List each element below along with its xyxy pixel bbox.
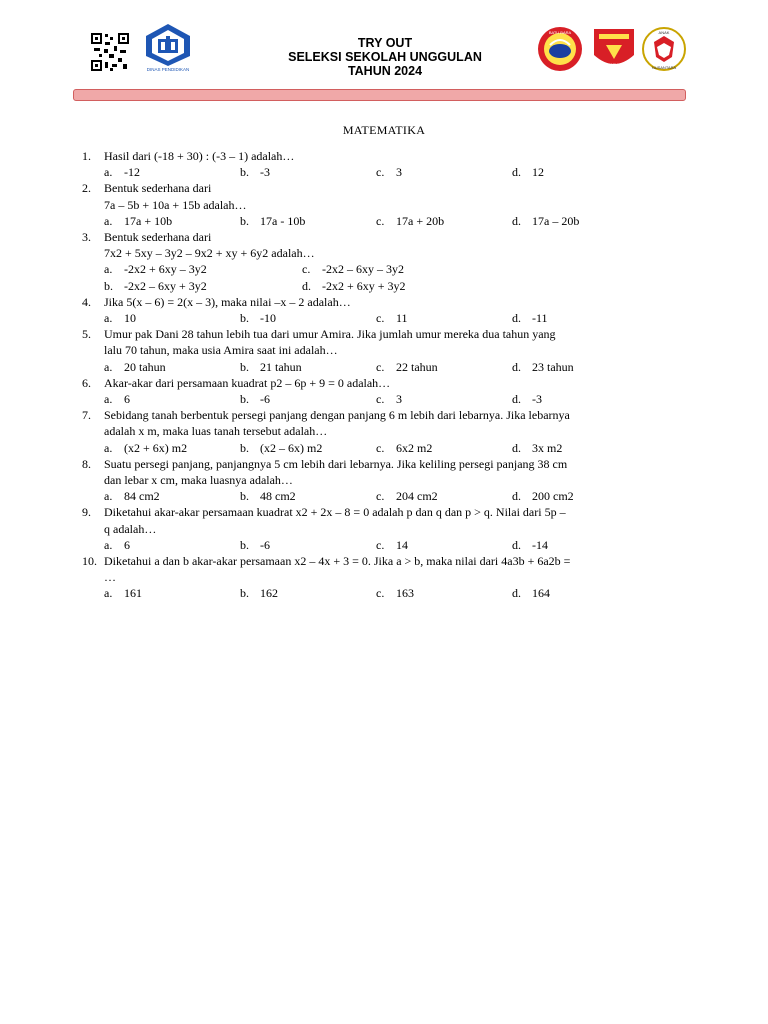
- question-number: 10.: [82, 554, 97, 569]
- answer-options: [104, 213, 690, 229]
- option-c[interactable]: [376, 213, 512, 229]
- satya-logo-icon: [594, 29, 634, 67]
- question-text: …: [104, 570, 116, 585]
- option-letter: b.: [240, 311, 249, 326]
- question-text: 7x2 + 5xy – 3y2 – 9x2 + xy + 6y2 adalah…: [104, 246, 315, 261]
- option-letter: b.: [240, 489, 249, 504]
- option-text: 84 cm2: [124, 489, 160, 504]
- option-text: -6: [260, 392, 270, 407]
- option-c[interactable]: [376, 585, 512, 601]
- answer-options: [104, 359, 690, 375]
- answer-options: [104, 537, 690, 553]
- option-d[interactable]: [512, 585, 648, 601]
- option-letter: d.: [512, 392, 521, 407]
- question-text: lalu 70 tahun, maka usia Amira saat ini adalah…: [104, 343, 338, 358]
- question-number: 9.: [82, 505, 91, 520]
- answer-options: [104, 440, 690, 456]
- option-text: -14: [532, 537, 548, 552]
- question-number: 8.: [82, 456, 91, 471]
- option-c[interactable]: [376, 440, 512, 456]
- option-b[interactable]: [240, 310, 376, 326]
- option-text: 22 tahun: [396, 359, 438, 374]
- option-a[interactable]: [104, 488, 240, 504]
- option-letter: a.: [104, 165, 113, 180]
- document-header: [0, 0, 768, 110]
- option-text: (x2 + 6x) m2: [124, 440, 188, 455]
- option-b[interactable]: [240, 537, 376, 553]
- option-text: -2x2 + 6xy – 3y2: [124, 262, 207, 277]
- title-line-3: TAHUN 2024: [347, 64, 423, 78]
- option-a[interactable]: [104, 213, 240, 229]
- option-letter: b.: [240, 213, 249, 228]
- option-letter: b.: [240, 537, 249, 552]
- option-text: 161: [124, 586, 142, 601]
- title-line-1: TRY OUT: [357, 36, 413, 50]
- question-number: 4.: [82, 294, 91, 309]
- question-text: Bentuk sederhana dari: [104, 230, 212, 245]
- question-text: Akar-akar dari persamaan kuadrat p2 – 6p + 9 = 0 adalah…: [104, 375, 391, 390]
- option-text: 6: [124, 537, 130, 552]
- option-letter: d.: [512, 359, 521, 374]
- option-letter: d.: [512, 213, 521, 228]
- option-text: -3: [260, 165, 270, 180]
- option-d[interactable]: [512, 310, 648, 326]
- option-text: 17a + 20b: [396, 213, 445, 228]
- anak-nusantara-logo-icon: [643, 28, 685, 70]
- option-d[interactable]: [512, 537, 648, 553]
- option-text: 17a - 10b: [260, 213, 306, 228]
- option-d[interactable]: [512, 164, 648, 180]
- option-letter: d.: [512, 489, 521, 504]
- option-text: 10: [124, 311, 136, 326]
- option-b[interactable]: [240, 164, 376, 180]
- option-letter: d.: [512, 537, 521, 552]
- option-letter: a.: [104, 440, 113, 455]
- option-text: 14: [396, 537, 408, 552]
- option-letter: c.: [376, 440, 385, 455]
- option-d[interactable]: [512, 359, 648, 375]
- answer-options: [104, 310, 690, 326]
- batubara-logo-icon: [538, 27, 582, 71]
- svg-text:SATYA: SATYA: [607, 62, 621, 67]
- option-letter: a.: [104, 537, 113, 552]
- option-letter: b.: [240, 392, 249, 407]
- question-number: 3.: [82, 230, 91, 245]
- option-text: 48 cm2: [260, 489, 296, 504]
- option-letter: b.: [240, 586, 249, 601]
- question-10: [82, 553, 690, 602]
- option-c[interactable]: [376, 391, 512, 407]
- question-text: q adalah…: [104, 521, 157, 536]
- option-c[interactable]: [376, 488, 512, 504]
- answer-options: [104, 585, 690, 601]
- option-text: 162: [260, 586, 278, 601]
- question-text: Diketahui akar-akar persamaan kuadrat x2 + 2x – 8 = 0 adalah p dan q dan p > q. Nilai dari 5p –: [104, 505, 566, 520]
- option-text: (x2 – 6x) m2: [260, 440, 323, 455]
- option-letter: d.: [302, 278, 311, 293]
- option-text: 164: [532, 586, 550, 601]
- question-5: [82, 326, 690, 375]
- option-a[interactable]: [104, 261, 302, 277]
- option-letter: b.: [240, 359, 249, 374]
- answer-options: [104, 391, 690, 407]
- option-d[interactable]: [512, 440, 648, 456]
- answer-options: [104, 164, 690, 180]
- question-text: Hasil dari (-18 + 30) : (-3 – 1) adalah…: [104, 149, 295, 163]
- option-letter: c.: [376, 213, 385, 228]
- question-number: 1.: [82, 149, 91, 163]
- option-letter: a.: [104, 311, 113, 326]
- option-letter: b.: [240, 165, 249, 180]
- option-d[interactable]: [512, 391, 648, 407]
- option-d[interactable]: [512, 488, 648, 504]
- question-text: Diketahui a dan b akar-akar persamaan x2 – 4x + 3 = 0. Jika a > b, maka nilai dari 4a3b + 6a2b =: [104, 554, 571, 569]
- option-letter: a.: [104, 359, 113, 374]
- option-letter: a.: [104, 586, 113, 601]
- option-text: 11: [396, 311, 408, 326]
- qr-code-icon: [90, 32, 130, 72]
- option-text: 6: [124, 392, 130, 407]
- option-text: -10: [260, 311, 276, 326]
- question-text: Suatu persegi panjang, panjangnya 5 cm lebih dari lebarnya. Jika keliling persegi panjang 38 cm: [104, 456, 568, 471]
- header-banner: [73, 89, 686, 101]
- question-text: adalah x m, maka luas tanah tersebut adalah…: [104, 424, 328, 439]
- option-letter: c.: [376, 359, 385, 374]
- subject-title: MATEMATIKA: [342, 123, 426, 137]
- answer-options: [104, 261, 690, 293]
- option-text: 6x2 m2: [396, 440, 433, 455]
- option-letter: a.: [104, 489, 113, 504]
- option-text: -12: [124, 165, 140, 180]
- svg-text:DINAS PENDIDIKAN: DINAS PENDIDIKAN: [146, 67, 190, 72]
- option-a[interactable]: [104, 359, 240, 375]
- option-c[interactable]: [376, 310, 512, 326]
- question-text: Jika 5(x – 6) = 2(x – 3), maka nilai –x – 2 adalah…: [104, 294, 351, 309]
- option-a[interactable]: [104, 585, 240, 601]
- question-1: [82, 148, 690, 180]
- option-text: 17a + 10b: [124, 213, 173, 228]
- svg-text:NUSANTARA: NUSANTARA: [651, 65, 677, 70]
- question-text: dan lebar x cm, maka luasnya adalah…: [104, 473, 293, 488]
- option-letter: b.: [240, 440, 249, 455]
- question-text: Umur pak Dani 28 tahun lebih tua dari umur Amira. Jika jumlah umur mereka dua tahun yang: [104, 327, 556, 342]
- svg-text:BATU BARA: BATU BARA: [548, 30, 572, 35]
- question-number: 5.: [82, 327, 91, 342]
- option-d[interactable]: [302, 278, 542, 294]
- option-text: 17a – 20b: [532, 213, 580, 228]
- option-a[interactable]: [104, 537, 240, 553]
- option-c[interactable]: [376, 359, 512, 375]
- option-letter: c.: [376, 489, 385, 504]
- question-2: [82, 180, 690, 229]
- option-text: 21 tahun: [260, 359, 302, 374]
- question-6: [82, 375, 690, 407]
- question-list: [82, 148, 690, 602]
- option-text: 12: [532, 165, 544, 180]
- option-a[interactable]: [104, 440, 240, 456]
- option-b[interactable]: [240, 213, 376, 229]
- option-b[interactable]: [104, 278, 302, 294]
- question-number: 7.: [82, 408, 91, 423]
- option-c[interactable]: [376, 537, 512, 553]
- option-letter: d.: [512, 586, 521, 601]
- option-text: 3: [396, 165, 402, 180]
- question-number: 6.: [82, 375, 91, 390]
- option-letter: c.: [376, 537, 385, 552]
- exam-title: [220, 36, 550, 78]
- option-text: 3x m2: [532, 440, 563, 455]
- option-letter: c.: [376, 392, 385, 407]
- option-letter: a.: [104, 213, 113, 228]
- option-text: 3: [396, 392, 402, 407]
- question-3: [82, 229, 690, 294]
- option-text: -11: [532, 311, 548, 326]
- option-c[interactable]: [376, 164, 512, 180]
- option-letter: c.: [376, 311, 385, 326]
- svg-text:ANAK: ANAK: [658, 30, 670, 35]
- option-text: 20 tahun: [124, 359, 166, 374]
- option-letter: d.: [512, 440, 521, 455]
- option-c[interactable]: [302, 261, 542, 277]
- option-text: 200 cm2: [532, 489, 574, 504]
- option-a[interactable]: [104, 164, 240, 180]
- option-letter: c.: [376, 165, 385, 180]
- option-text: -2x2 + 6xy + 3y2: [322, 278, 406, 293]
- question-9: [82, 504, 690, 553]
- title-line-2: SELEKSI SEKOLAH UNGGULAN: [288, 50, 482, 64]
- question-7: [82, 407, 690, 456]
- option-letter: c.: [376, 586, 385, 601]
- option-text: -6: [260, 537, 270, 552]
- option-text: -2x2 – 6xy + 3y2: [124, 278, 207, 293]
- option-letter: b.: [104, 278, 113, 293]
- option-b[interactable]: [240, 488, 376, 504]
- question-text: Sebidang tanah berbentuk persegi panjang dengan panjang 6 m lebih dari lebarnya. Jika lebarnya: [104, 408, 570, 423]
- option-letter: a.: [104, 262, 113, 277]
- option-letter: a.: [104, 392, 113, 407]
- question-8: [82, 456, 690, 505]
- school-logo-icon: [140, 22, 196, 72]
- option-letter: c.: [302, 262, 311, 277]
- option-text: 204 cm2: [396, 489, 438, 504]
- option-a[interactable]: [104, 310, 240, 326]
- question-text: Bentuk sederhana dari: [104, 181, 212, 196]
- question-4: [82, 294, 690, 326]
- question-text: 7a – 5b + 10a + 15b adalah…: [104, 197, 247, 212]
- option-letter: d.: [512, 165, 521, 180]
- option-text: 163: [396, 586, 414, 601]
- option-a[interactable]: [104, 391, 240, 407]
- partner-logos: [536, 25, 691, 73]
- option-text: -3: [532, 392, 542, 407]
- option-b[interactable]: [240, 585, 376, 601]
- question-number: 2.: [82, 181, 91, 196]
- answer-options: [104, 488, 690, 504]
- option-letter: d.: [512, 311, 521, 326]
- option-b[interactable]: [240, 440, 376, 456]
- option-b[interactable]: [240, 391, 376, 407]
- option-b[interactable]: [240, 359, 376, 375]
- option-text: -2x2 – 6xy – 3y2: [322, 262, 404, 277]
- option-text: 23 tahun: [532, 359, 574, 374]
- option-d[interactable]: [512, 213, 648, 229]
